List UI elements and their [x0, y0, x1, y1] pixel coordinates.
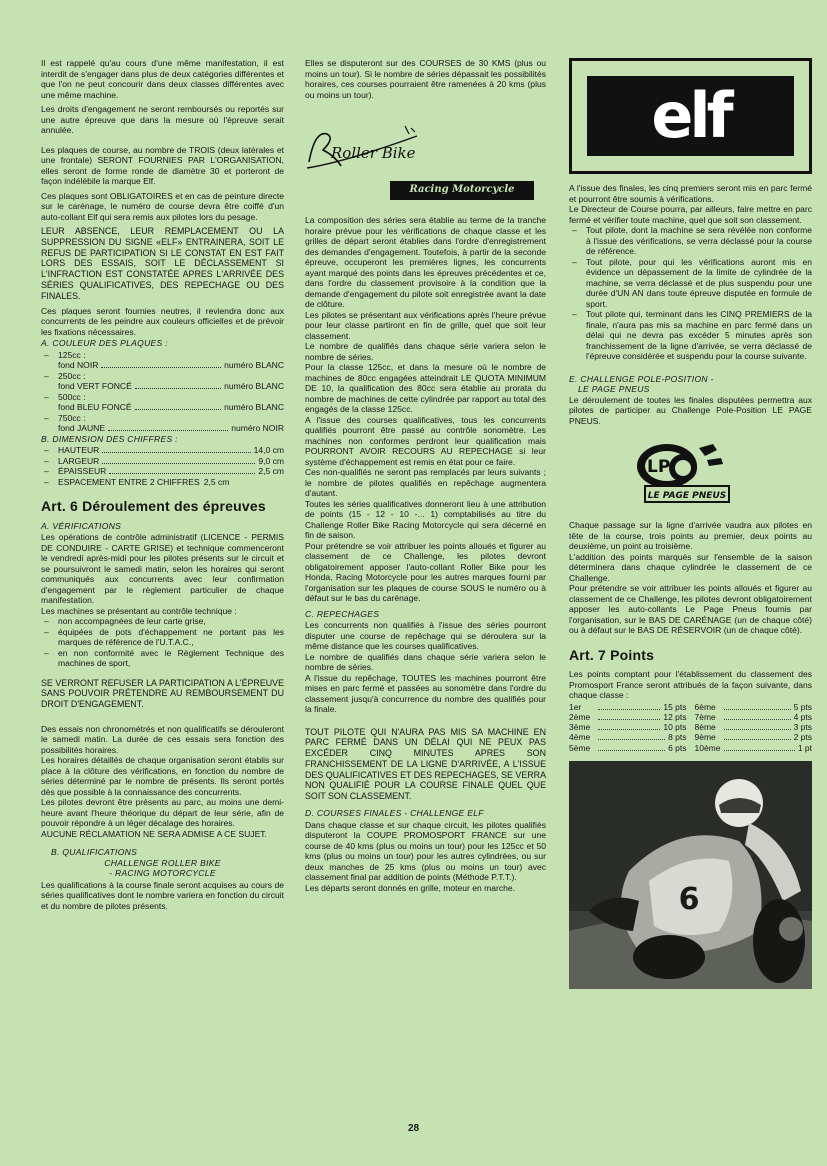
subheading-finales: D. COURSES FINALES - CHALLENGE ELF — [305, 808, 484, 819]
paragraph: L'addition des points marqués sur l'ensemble de la saison déterminera dans chaque cylindrée le classement de ce Challenge. — [569, 551, 812, 583]
paragraph: Toutes les séries qualificatives donneront lieu à une attribution de points (15 - 12 - 10 -... 1) comptabilisés au titre du Challenge Roller Bike Racing Motorcycle qui sera décerné en fin de saison. — [305, 498, 546, 540]
list-item: – Tout pilote qui, terminant dans les CINQ PREMIERS de la finale, n'aura pas mis sa machine en parc fermé dans un délai qui ne devra pas excéder 5 minutes après son franchissement de la ligne d'arrivée, se verra déclassé de l'épreuve considérée et suspendu pour la course suivante. — [569, 309, 812, 362]
subheading-qualifications: B. QUALIFICATIONS — [51, 847, 138, 858]
paragraph: TOUT PILOTE QUI N'AURA PAS MIS SA MACHINE EN PARC FERMÉ DANS UN DÉLAI QUI NE PEUX PAS EXCÉDER CINQ MINUTES APRES SON FRANCHISSEMENT DE LA LIGNE D'ARRIVÉE, A L'ISSUE DES QUALIFICATIVES ET DES REPECHAGES, SE VERRA NON QUALIFIÉ POUR LA COURSE FINALE QUEL QUE SOIT SON CLASSEMENT. — [305, 726, 546, 802]
couleur-list — [41, 350, 284, 434]
paragraph: Les qualifications à la course finale seront acquises au cours de séries qualificatives dont le nombre variera en fonction du circuit et du nombre de pilotes présents. — [41, 879, 284, 911]
paragraph: Les pilotes devront être présents au parc, au moins une demi-heure avant l'heure théorique du départ de leur série, afin de pouvoir répondre à un léger décalage des horaires. — [41, 797, 284, 829]
racing-motorcycle-logo-text: Racing Motorcycle — [409, 184, 515, 196]
column-left — [41, 58, 284, 915]
subheading-challenge: E. CHALLENGE POLE-POSITION - — [569, 373, 714, 384]
paragraph: Le Directeur de Course pourra, par ailleurs, faire mettre en parc fermé et vérifier toute machine, quel que soit son classement. — [569, 204, 812, 225]
column-middle — [305, 58, 546, 897]
paragraph: Les départs seront donnés en grille, moteur en marche. — [305, 882, 515, 893]
paragraph: Elles se disputeront sur des COURSES de 30 KMS (plus ou moins un tour). Si le nombre de séries dépassait les possibilités horaires, ces courses pourraient être ramenées à 20 kms (plus ou moins un tour). — [305, 58, 546, 100]
subheading-qualifications-2: CHALLENGE ROLLER BIKE — [104, 857, 221, 868]
points-row: 2ème 12 pts 7ème 4 pts — [569, 711, 812, 722]
list-item: – en non conformité avec le Règlement Technique des machines de sport, — [41, 648, 284, 669]
paragraph: Le nombre de qualifiés dans chaque série variera selon le nombre de séries. — [305, 341, 546, 362]
couleur-cc: – 750cc : — [41, 413, 284, 424]
subheading-dimension: B. DIMENSION DES CHIFFRES : — [41, 433, 178, 444]
points-row: 5ème 6 pts 10ème 1 pt — [569, 742, 812, 753]
points-row: 3ème 10 pts 8ème 3 pts — [569, 722, 812, 733]
sanction-list — [569, 225, 812, 362]
page-number: 28 — [407, 1123, 420, 1134]
points-row: 4ème 8 pts 9ème 2 pts — [569, 732, 812, 743]
dimension-row: – HAUTEUR 14,0 cm — [41, 445, 284, 456]
svg-text:Roller Bike: Roller Bike — [331, 144, 416, 162]
article-heading: Art. 6 Déroulement des épreuves — [41, 498, 266, 515]
verif-list — [41, 616, 284, 669]
elf-logo-text: elf — [651, 79, 730, 152]
couleur-cc: – 125cc : — [41, 350, 284, 361]
column-right — [569, 58, 812, 989]
article-heading: Art. 7 Points — [569, 646, 655, 663]
paragraph: Le déroulement de toutes les finales disputées permettra aux pilotes de participer au Challenge Pole-Position LE PAGE PNEUS. — [569, 394, 812, 426]
paragraph: Chaque passage sur la ligne d'arrivée vaudra aux pilotes en tête de la course, trois points au premier, deux points au deuxième, un point au troisième. — [569, 520, 812, 551]
paragraph: Ces plaques seront fournies neutres, il reviendra donc aux concurrents de les peindre aux couleurs officielles et de prévoir les fixations nécessaires. — [41, 305, 284, 337]
dimension-row: – LARGEUR 9,0 cm — [41, 456, 284, 467]
couleur-row: fond BLEU FONCÉ numéro BLANC — [58, 402, 284, 413]
list-item: – Tout pilote, pour qui les vérifications auront mis en évidence un dépassement de la limite de cylindrée de la machine, se verra déclassé et de plus suspendu pour une durée d'UN AN dans toute épreuve disputée en formule de sport. — [569, 257, 812, 310]
roller-bike-logo-icon — [305, 122, 425, 178]
paragraph: A l'issue des courses qualificatives, tous les concurrents qualifiés pourront être passé au contrôle sonomètre. Les machines non conformes perdront leur qualification mais POURRONT AVOIR RECOURS AU REPECHAGE si leur système d'échappement est remis en état pour ce faire. — [305, 414, 546, 467]
paragraph: Les plaques de course, au nombre de TROIS (deux latérales et une frontale) SERONT FOURNIES PAR L'ORGANISATION, elles seront de forme ronde de diamètre 30 et porteront de façon indélébile la marque Elf. — [41, 144, 284, 186]
paragraph: Il est rappelé qu'au cours d'une même manifestation, il est interdit de s'engager dans plus de deux catégories différentes et que l'on ne peut concourir dans deux classes différentes avec une même machine. — [41, 58, 284, 100]
couleur-row: fond VERT FONCÉ numéro BLANC — [58, 381, 284, 392]
paragraph: Pour la classe 125cc, et dans la mesure où le nombre de machines de 80cc engagées atteindrait LE QUOTA MINIMUM DE 10, la qualification des 80cc sera établie au prorata du nombre de machines de cette cylindrée par rapport au total des engagés de la classe 125cc. — [305, 362, 546, 414]
paragraph: Les points comptant pour l'établissement du classement des Promosport France seront attribués de la façon suivante, dans chaque classe : — [569, 669, 812, 700]
paragraph: Les pilotes se présentant aux vérifications après l'heure prévue pour leur classe partiront en fin de grille, quel que soit leur classement. — [305, 309, 546, 341]
paragraph: Dans chaque classe et sur chaque circuit, les pilotes qualifiés disputeront la COUPE PROMOSPORT FRANCE sur une course de 40 kms (plus ou moins un tour) pour les 125cc et 50 kms (plus ou moins un tour) pour les autres cylindrées, ou sur deux manches de 25 kms (plus ou moins un tour) avec classement final par addition de points (Méthode P.T.T.). — [305, 819, 546, 883]
paragraph: Ces non-qualifiés ne seront pas remplacés par leurs suivants ; le nombre de pilotes qualifiés en repêchage augmentera d'autant. — [305, 467, 546, 498]
list-item: – équipées de pots d'échappement ne portant pas les marques de référence de l'U.T.A.C., — [41, 627, 284, 648]
list-item: – non accompagnées de leur carte grise, — [41, 616, 284, 627]
subheading-verifications: A. VÉRIFICATIONS — [41, 520, 122, 531]
paragraph: Des essais non chronométrés et non qualificatifs se dérouleront le samedi matin. La durée de ces essais sera fonction des possibilités horaires. — [41, 723, 284, 755]
dimension-row: – ESPACEMENT ENTRE 2 CHIFFRES 2,5 cm — [41, 477, 284, 488]
dimension-list — [41, 445, 284, 487]
subheading-challenge-2: LE PAGE PNEUS — [578, 384, 650, 394]
couleur-row: fond JAUNE numéro NOIR — [58, 423, 284, 434]
le-page-pneus-logo-icon — [625, 438, 741, 506]
svg-text:LE PAGE PNEUS: LE PAGE PNEUS — [647, 491, 727, 501]
motorcycle-racer-image — [569, 761, 812, 989]
paragraph: Pour prétendre se voir attribuer les points alloués et figurer au classement de ce Challenge, les pilotes devront obligatoirement apposer l'auto-collant Roller Bike pour les Honda, Racing Motorcycle pour les autres marques fourni par l'organisation sur les plaques de course SOUS le numéro ou à défaut sur le bas du carénage. — [305, 540, 546, 603]
paragraph: Les droits d'engagement ne seront remboursés ou reportés sur une autre épreuve que dans la mesure où l'épreuve serait annulée. — [41, 104, 284, 135]
roller-bike-logo — [305, 122, 546, 178]
subheading-qualifications-3: - RACING MOTORCYCLE — [109, 868, 216, 879]
points-row: 1er 15 pts 6ème 5 pts — [569, 701, 812, 712]
subheading-repechages: C. REPECHAGES — [305, 608, 380, 619]
paragraph: Les concurrents non qualifiés à l'issue des séries pourront disputer une course de repêchage qui se déroulera sur la même distance que les courses qualificatives. — [305, 620, 546, 651]
motorcycle-racer-photo — [569, 761, 812, 989]
points-table — [569, 702, 812, 753]
paragraph: A l'issue du repêchage, TOUTES les machines pourront être mises en parc fermé et passées au sonomètre dans l'ordre du classement jusqu'à concurrence du nombre des qualifiés pour la finale. — [305, 672, 546, 714]
paragraph: Les machines se présentant au contrôle technique : — [41, 605, 237, 616]
paragraph: SE VERRONT REFUSER LA PARTICIPATION A L'ÉPREUVE SANS POUVOIR PRÉTENDRE AU REMBOURSEMENT DU DROIT D'ENGAGEMENT. — [41, 677, 284, 710]
paragraph: LEUR ABSENCE, LEUR REMPLACEMENT OU LA SUPPRESSION DU SIGNE «ELF» ENTRAINERA, SOIT LE REFUS DE PARTICIPATION SI LE CONSTAT EN EST FAIT LORS DES ESSAIS, SOIT LE DÉCLASSEMENT SI L'INFRACTION EST CONSTATÉE APRES L'ARRIVÉE DES SÉRIES QUALIFICATIVES, DES REPECHAGE OU DES FINALES. — [41, 226, 284, 301]
couleur-cc: – 500cc : — [41, 392, 284, 403]
paragraph: A l'issue des finales, les cinq premiers seront mis en parc fermé et pourront être soumis à vérifications. — [569, 183, 812, 204]
svg-text:LP: LP — [647, 457, 671, 477]
paragraph: Ces plaques sont OBLIGATOIRES et en cas de peinture directe sur le carénage, le numéro de course devra être coiffé d'un auto-collant Elf qui sera remis aux pilotes lors du pesage. — [41, 190, 284, 222]
paragraph: Le nombre de qualifiés dans chaque série variera selon le nombre de séries. — [305, 651, 546, 672]
subheading-couleur: A. COULEUR DES PLAQUES : — [41, 338, 168, 349]
couleur-row: fond NOIR numéro BLANC — [58, 360, 284, 371]
list-item: – Tout pilote, dont la machine se sera révélée non conforme à l'issue des vérifications, se verra déclassé pour la course de référence. — [569, 225, 812, 257]
paragraph: La composition des séries sera établie au terme de la tranche horaire prévue pour les vérifications de chaque classe et les grilles de départ seront établies dans l'ordre d'enregistrement des demandes d'engagement. Toutefois, à partir de la seconde épreuve, occuperont les premières lignes, les concurrents ayant marqué des points dans les épreuves précédentes et ce, dans l'ordre du classement provisoire à la condition que la demande d'engagement du pilote soit enregistrée avant la date de clôture. — [305, 215, 546, 309]
racing-motorcycle-logo — [390, 181, 534, 200]
dimension-row: – ÉPAISSEUR 2,5 cm — [41, 466, 284, 477]
paragraph: Pour prétendre se voir attribuer les points alloués et figurer au classement de ce Challenge, les pilotes devront obligatoirement apposer les auto-collants Le Page Pneus fournis par l'organisation, sur le BAS DE CARÉNAGE (un de chaque côté) ou à défaut sur le BAS DE RÉSERVOIR (un de chaque côté). — [569, 583, 812, 635]
elf-logo — [569, 58, 812, 174]
svg-text:6: 6 — [678, 881, 700, 917]
paragraph: Les horaires détaillés de chaque organisation seront établis sur place à la clôture des vérifications, en fonction du nombre de séries déterminé par le nombre de présents. Ils seront portés dès que possible à la connaissance des concurrents. — [41, 755, 284, 797]
le-page-pneus-logo — [625, 438, 741, 506]
paragraph: Les opérations de contrôle administratif (LICENCE - PERMIS DE CONDUIRE - CARTE GRISE) et technique commenceront le vendredi après-midi pour les pilotes présents sur le circuit et se poursuivront le samedi matin, selon les horaires qui seront communiqués aux concurrents avec leur confirmation d'engagement par le règlement particulier de chaque manifestation. — [41, 532, 284, 606]
couleur-cc: – 250cc : — [41, 371, 284, 382]
paragraph: AUCUNE RÉCLAMATION NE SERA ADMISE A CE SUJET. — [41, 828, 267, 839]
